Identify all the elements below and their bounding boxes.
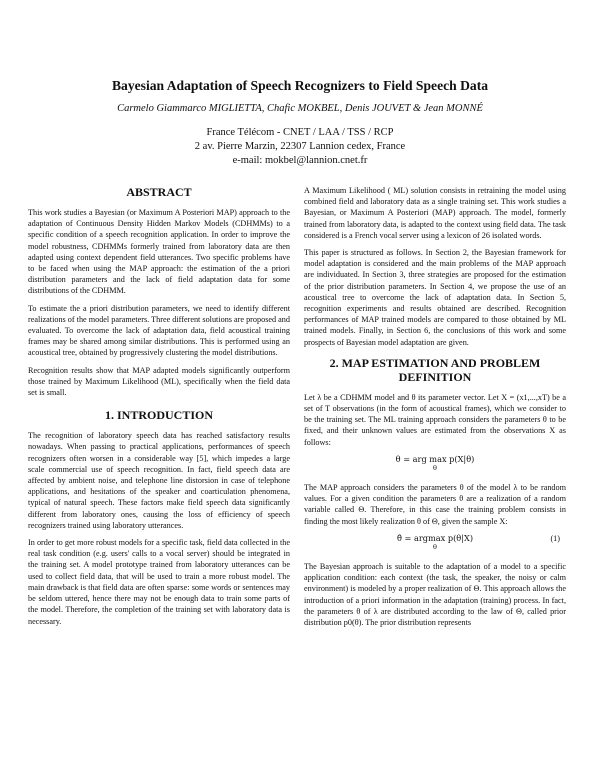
- affiliation: [0, 126, 600, 168]
- body-paragraph: Let λ be a CDHMM model and θ its parameter vector. Let X = (x1,...,xT) be a set of T observations (in the form of acoustical frames), which we consider to be the training set. The ML training approach considers the parameters θ to be fixed, and their unknown values are estimated from the observations X as follows:: [304, 392, 566, 447]
- left-column: [28, 185, 290, 633]
- body-paragraph: The Bayesian approach is suitable to the adaptation of a model to a specific application condition: each context (the task, the speaker, the noisy or calm environment) is modeled by a proper realization of Θ. This approach allows the introduction of a priori information in the adaptation (training) process. In fact, the parameters θ of λ are distributed according to the law of Θ, called prior distribution p0(θ). The prior distribution represents: [304, 562, 566, 628]
- intro-paragraph: The recognition of laboratory speech data has reached satisfactory results nowadays. When passing to practical applications, performances of speech recognizers often worsen in a considerable way [5], which impedes a large scale commercial use of speech recognition. In fact, field speech data are affected by ambient noise, and telephone line distorsion in case of telephone applications, and hesitations of the speaker and coarticulation phenomena, typical of natural speech. These factors make field speech data significantly different from laboratory ones, causing the loss of efficiency of speech recognizers trained using laboratory utterances.: [28, 431, 290, 530]
- equation-ml-expr: θ = arg max p(X|θ): [395, 453, 475, 464]
- right-column: [304, 185, 566, 634]
- abstract-paragraph: Recognition results show that MAP adapted models significantly outperform those trained by Maximum Likelihood (ML), specifically when the field data set is small.: [28, 365, 290, 398]
- equation-ml-subscript: θ: [433, 464, 437, 473]
- body-paragraph: A Maximum Likelihood ( ML) solution consists in retraining the model using combined field and laboratory data as a single training set. This work studies a Bayesian, or Maximum A Posteriori (MAP) approach. The model, formerly trained from laboratory data, is adapted to the context using field data. The task considered is a French vocal server using a lexicon of 26 isolated words.: [304, 186, 566, 240]
- affiliation-line: France Télécom - CNET / LAA / TSS / RCP: [206, 127, 394, 138]
- equation-map: [304, 533, 566, 551]
- equation-map-subscript: θ: [433, 543, 437, 552]
- authors: Carmelo Giammarco MIGLIETTA, Chafic MOKBEL, Denis JOUVET & Jean MONNÉ: [117, 103, 483, 114]
- abstract-heading: ABSTRACT: [126, 185, 192, 199]
- affiliation-line: e-mail: mokbel@lannion.cnet.fr: [232, 155, 368, 166]
- paper-title: Bayesian Adaptation of Speech Recognizers to Field Speech Data: [111, 78, 489, 93]
- body-paragraph: The MAP approach considers the parameters θ of the model λ to be random values. For a given condition the parameters θ are a realization of a random variable called Θ. Therefore, in this case the training problem consists in finding the most likely realization θ of Θ, given the sample X:: [304, 483, 566, 526]
- section2-heading: 2. MAP ESTIMATION AND PROBLEM DEFINITION: [329, 355, 541, 384]
- intro-paragraph: In order to get more robust models for a specific task, field data collected in the real task condition (e.g. users' calls to a vocal server) should be integrated in the training set. A model prototype trained from laboratory utterances can be used to collect field data, that will be used to train a more robust model. The main drawback is that field data are often sparse: some words or sentences may be seldom uttered, hence there may not be enough data to train some parts of the model. Therefore, the completion of the training set with laboratory data is necessary.: [28, 538, 290, 626]
- abstract-paragraph: This work studies a Bayesian (or Maximum A Posteriori MAP) approach to the adaptation of Continuous Density Hidden Markov Models (CDHMMs) to a specific condition of a speech recognition application. In order to improve the model robustness, CDHMMs formerly trained from laboratory data are then adapted using context dependent field utterances. Two specific problems have to be faced when using the MAP approach: the estimation of the a priori distribution parameters and the lack of field adaptation data for some distributions of the CDHMM.: [28, 208, 290, 296]
- affiliation-line: 2 av. Pierre Marzin, 22307 Lannion cedex, France: [194, 141, 406, 152]
- equation-number: (1): [550, 533, 560, 543]
- equation-ml: [304, 454, 566, 472]
- equation-map-expr: θ̂ = argmax p(θ|X): [396, 532, 474, 543]
- intro-heading: 1. INTRODUCTION: [104, 408, 213, 423]
- body-paragraph: This paper is structured as follows. In Section 2, the Bayesian framework for model adaptation is considered and the main problems of the MAP approach are individuated. In Section 3, three strategies are proposed for the estimation of the prior distribution parameters. In Section 4, we propose the use of an acoustical tree to overcome the lack of adaptation data. In Section 5, recognition experiments and results obtained are described. Recognition performances of MAP trained models are compared to those obtained by ML trained models. Finally, in Section 6, the conclusions of this work and some prospects of Bayesian model adaptation are given.: [304, 248, 566, 347]
- abstract-paragraph: To estimate the a priori distribution parameters, we need to identify different realizations of the model parameters. Three different solutions are proposed and evaluated. To overcome the lack of adaptation data, field acoustical training frames may be shared among similar distributions. This is performed using an acoustical tree, obtained by progressively clustering the model distributions.: [28, 303, 290, 358]
